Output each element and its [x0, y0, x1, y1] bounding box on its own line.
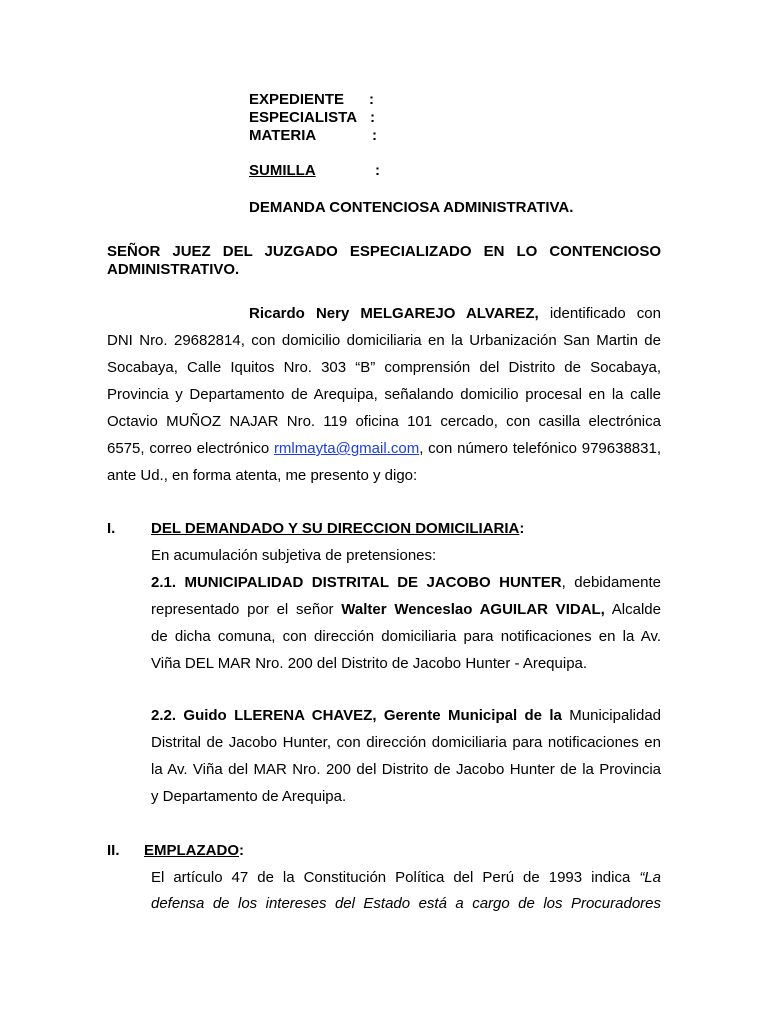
mayor-name: Walter Wenceslao AGUILAR VIDAL,: [341, 601, 605, 618]
item-2-bold: 2.2. Guido LLERENA CHAVEZ, Gerente Municipal de la: [151, 707, 562, 724]
intro-line-5: Octavio MUÑOZ NAJAR Nro. 119 oficina 101 cercado, con casilla electrónica: [107, 413, 661, 430]
item-2-line-2: Distrital de Jacobo Hunter, con dirección domiciliaria para notificaciones en: [151, 734, 661, 751]
item-1-line-3: de dicha comuna, con dirección domiciliaria para notificaciones en la Av.: [151, 628, 661, 645]
item-1-line-2-pre: representado por el señor: [151, 601, 342, 618]
intro-line-1: [249, 300, 661, 327]
intro-line-6: [107, 435, 661, 462]
section-1-colon: :: [519, 520, 525, 537]
expediente-label: EXPEDIENTE: [249, 91, 345, 108]
especialista-colon: :: [370, 109, 375, 126]
section-1-sub: En acumulación subjetiva de pretensiones:: [151, 547, 437, 564]
sumilla-label: SUMILLA: [249, 162, 316, 179]
intro-line-4: Provincia y Departamento de Arequipa, señalando domicilio procesal en la calle: [107, 386, 661, 403]
item-1-bold: 2.1. MUNICIPALIDAD DISTRITAL DE JACOBO HUNTER: [151, 574, 562, 591]
item-1-line-1: [151, 569, 661, 596]
section-1-heading: [151, 520, 524, 538]
item-2-line-4: y Departamento de Arequipa.: [151, 788, 347, 805]
section-2-heading: [144, 842, 244, 860]
materia-label: MATERIA: [249, 127, 317, 144]
section-2-colon: :: [239, 842, 244, 859]
email-link[interactable]: rmlmayta@gmail.com: [273, 440, 420, 457]
especialista-label: ESPECIALISTA: [249, 109, 358, 126]
materia-colon: :: [372, 127, 377, 144]
item-1-line-2: [151, 596, 661, 623]
expediente-colon: :: [369, 91, 374, 108]
item-2-line-1: [151, 702, 661, 729]
petitioner-name: Ricardo Nery MELGAREJO ALVAREZ,: [249, 305, 539, 322]
section-2-line-2: defensa de los intereses del Estado está a cargo de los Procuradores: [151, 895, 661, 912]
intro-line-3: Socabaya, Calle Iquitos Nro. 303 “B” comprensión del Distrito de Socabaya,: [107, 359, 661, 376]
item-1-line-4: Viña DEL MAR Nro. 200 del Distrito de Jacobo Hunter - Arequipa.: [151, 655, 588, 672]
sumilla-text: DEMANDA CONTENCIOSA ADMINISTRATIVA.: [249, 199, 574, 216]
section-2-number: II.: [107, 842, 120, 859]
intro-line-6-pre: 6575, correo electrónico: [107, 440, 274, 457]
intro-line-7: ante Ud., en forma atenta, me presento y digo:: [107, 467, 418, 484]
sumilla-colon: :: [375, 162, 380, 179]
section-2-line-1-pre: El artículo 47 de la Constitución Política del Perú de 1993 indica: [151, 869, 640, 886]
item-2-line-3: la Av. Viña del MAR Nro. 200 del Distrito de Jacobo Hunter de la Provincia: [151, 761, 661, 778]
section-2-line-1: [151, 864, 661, 891]
intro-line-2: DNI Nro. 29682814, con domicilio domiciliaria en la Urbanización San Martin de: [107, 332, 661, 349]
section-2-title: EMPLAZADO: [144, 842, 239, 859]
item-2-line-1-rest: Municipalidad: [561, 707, 662, 724]
addressee-line-2: ADMINISTRATIVO.: [107, 261, 240, 278]
item-1-line-1-rest: , debidamente: [561, 574, 661, 591]
addressee-line-1: SEÑOR JUEZ DEL JUZGADO ESPECIALIZADO EN LO CONTENCIOSO: [107, 243, 661, 260]
section-1-title: DEL DEMANDADO Y SU DIRECCION DOMICILIARIA: [151, 520, 520, 537]
section-1-number: I.: [107, 520, 116, 537]
intro-line-1-rest: identificado con: [549, 305, 661, 322]
section-2-line-1-italic: “La: [639, 869, 661, 886]
item-1-line-2-post: Alcalde: [604, 601, 661, 618]
intro-line-6-post: , con número telefónico 979638831,: [419, 440, 661, 457]
